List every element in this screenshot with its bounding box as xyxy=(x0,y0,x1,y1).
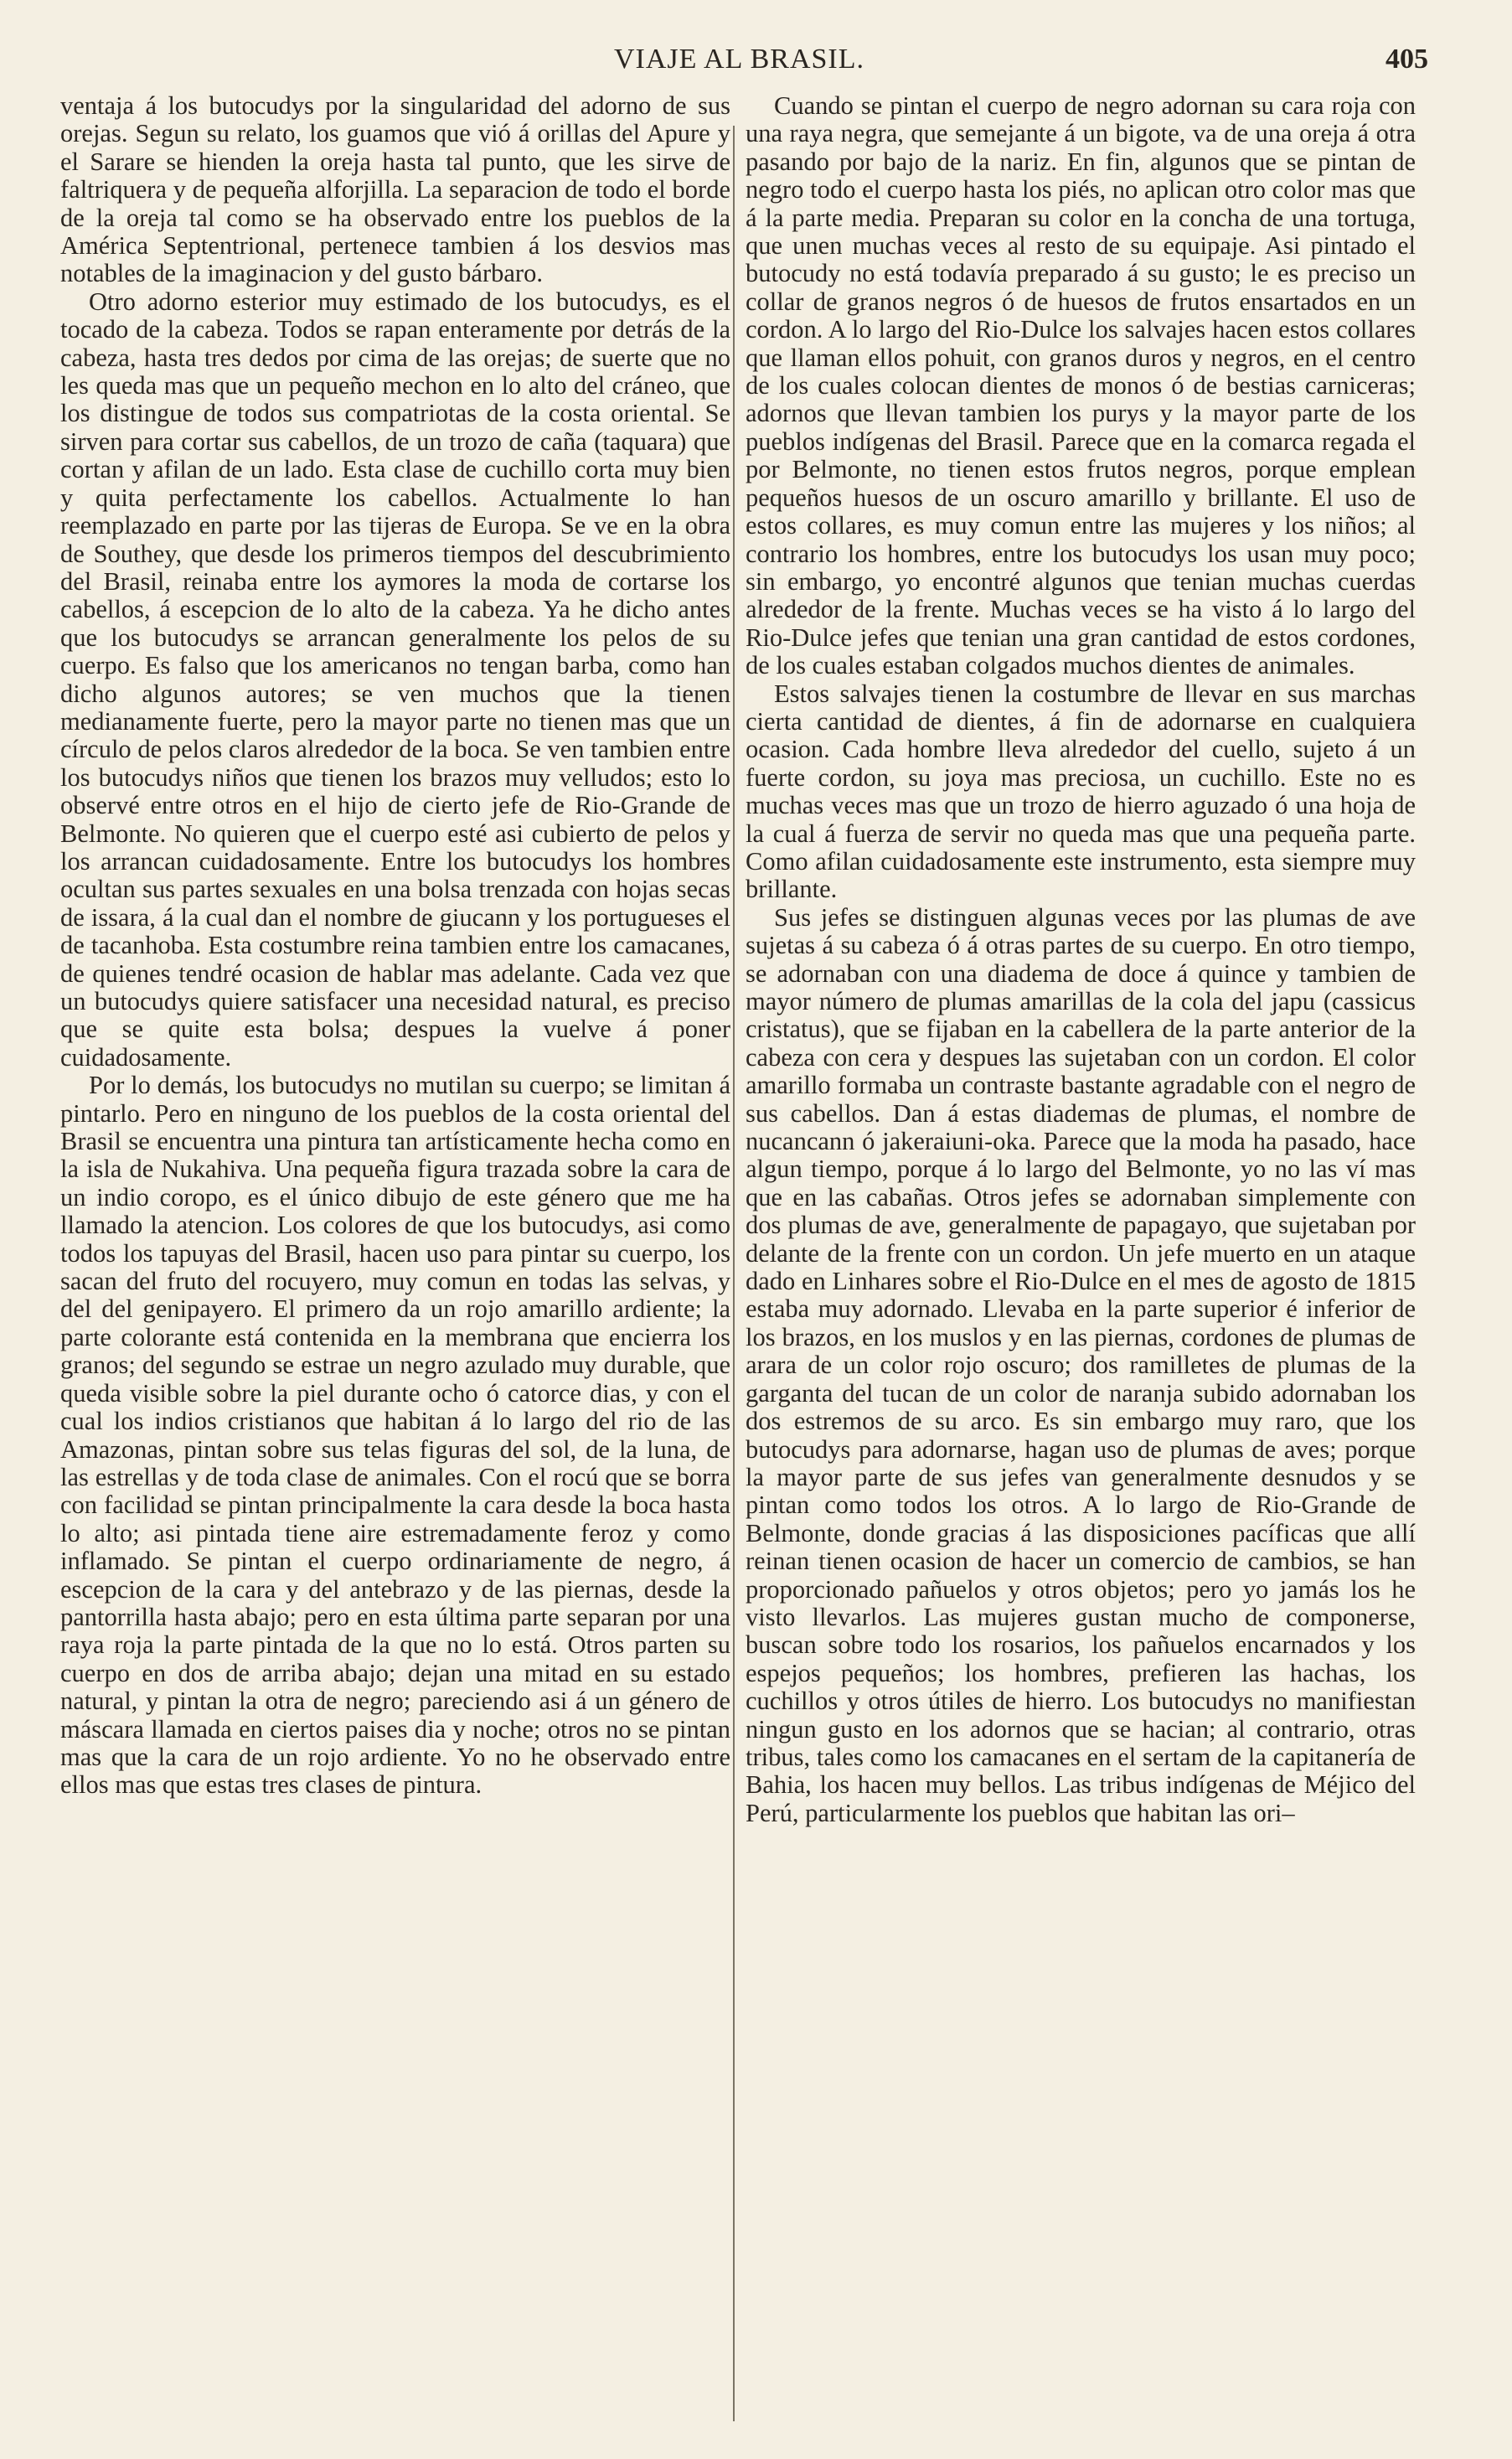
right-column xyxy=(746,92,1416,1827)
page-header xyxy=(50,44,1428,85)
right-paragraph-1: Cuando se pintan el cuerpo de negro adornan su cara roja con una raya negra, que semejante á un bigote, va de una oreja á otra pasando por bajo de la nariz. En fin, algunos que se pintan de negro todo el cuerpo hasta los piés, no aplican otro color mas que á la parte media. Preparan su color en la concha de una tortuga, que unen muchas veces al resto de su equipaje. Asi pintado el butocudy no está todavía preparado á su gusto; le es preciso un collar de granos negros ó de huesos de frutos ensartados en un cordon. A lo largo del Rio-Dulce los salvajes hacen estos collares que llaman ellos pohuit, con granos duros y negros, en el centro de los cuales colocan dientes de monos ó de bestias carniceras; adornos que llevan tambien los purys y la mayor parte de los pueblos indígenas del Brasil. Parece que en la comarca regada el por Belmonte, no tienen estos frutos negros, porque emplean pequeños huesos de un oscuro amarillo y brillante. El uso de estos collares, es muy comun entre las mujeres y los niños; al contrario los hombres, entre los butocudys los usan muy poco; sin embargo, yo encontré algunos que tenian muchas cuerdas alrededor de la frente. Muchas veces se ha visto á lo largo del Rio-Dulce jefes que tenian una gran cantidad de estos cordones, de los cuales estaban colgados muchos dientes de animales. xyxy=(746,91,1416,680)
right-paragraph-3: Sus jefes se distinguen algunas veces por las plumas de ave sujetas á su cabeza ó á otras partes de su cuerpo. En otro tiempo, se adornaban con una diadema de doce á quince y tambien de mayor número de plumas amarillas de la cola del japu (cassicus cristatus), que se fijaban en la cabellera de la parte anterior de la cabeza con cera y despues las sujetaban con un cordon. El color amarillo formaba un contraste bastante agradable con el negro de sus cabellos. Dan á estas diademas de plumas, el nombre de nucancann ó jakeraiuni-oka. Parece que la moda ha pasado, hace algun tiempo, porque á lo largo del Belmonte, yo no las ví mas que en las cabañas. Otros jefes se adornaban simplemente con dos plumas de ave, generalmente de papagayo, que sujetaban por delante de la frente con un cordon. Un jefe muerto en un ataque dado en Linhares sobre el Rio-Dulce en el mes de agosto de 1815 estaba muy adornado. Llevaba en la parte superior é inferior de los brazos, en los muslos y en las piernas, cordones de plumas de arara de un color rojo oscuro; dos ramilletes de plumas de la garganta del tucan de un color de naranja subido adornaban los dos estremos de su arco. Es sin embargo muy raro, que los butocudys para adornarse, hagan uso de plumas de aves; porque la mayor parte de sus jefes van generalmente desnudos y se pintan como todos los otros. A lo largo de Rio-Grande de Belmonte, donde gracias á las disposiciones pacíficas que allí reinan tienen ocasion de hacer un comercio de cambios, se han proporcionado pañuelos y otros objetos; pero yo jamás los he visto llevarlos. Las mujeres gustan mucho de componerse, buscan sobre todo los rosarios, los pañuelos encarnados y los espejos pequeños; los hombres, prefieren las hachas, los cuchillos y otros útiles de hierro. Los butocudys no manifiestan ningun gusto en los adornos que se hacian; al contrario, otras tribus, tales como los camacanes en el sertam de la capitanería de Bahia, los hacen muy bellos. Las tribus indígenas de Méjico del Perú, particularmente los pueblos que habitan las ori– xyxy=(746,902,1416,1827)
column-divider xyxy=(733,126,735,2421)
left-paragraph-2: Otro adorno esterior muy estimado de los butocudys, es el tocado de la cabeza. Todos se rapan enteramente por detrás de la cabeza, hasta tres dedos por cima de las orejas; de suerte que no les queda mas que un pequeño mechon en lo alto del cráneo, que los distingue de todos sus compatriotas de la costa oriental. Se sirven para cortar sus cabellos, de un trozo de caña (taquara) que cortan y afilan de un lado. Esta clase de cuchillo corta muy bien y quita perfectamente los cabellos. Actualmente lo han reemplazado en parte por las tijeras de Europa. Se ve en la obra de Southey, que desde los primeros tiempos del descubrimiento del Brasil, reinaba entre los aymores la moda de cortarse los cabellos, á escepcion de lo alto de la cabeza. Ya he dicho antes que los butocudys se arrancan generalmente los pelos de su cuerpo. Es falso que los americanos no tengan barba, como han dicho algunos autores; se ven muchos que la tienen medianamente fuerte, pero la mayor parte no tienen mas que un círculo de pelos claros alrededor de la boca. Se ven tambien entre los butocudys niños que tienen los brazos muy velludos; esto lo observé entre otros en el hijo de cierto jefe de Rio-Grande de Belmonte. No quieren que el cuerpo esté asi cubierto de pelos y los arrancan cuidadosamente. Entre los butocudys los hombres ocultan sus partes sexuales en una bolsa trenzada con hojas secas de issara, á la cual dan el nombre de giucann y los portugueses el de tacanhoba. Esta costumbre reina tambien entre los camacanes, de quienes tendré ocasion de hablar mas adelante. Cada vez que un butocudys quiere satisfacer una necesidad natural, es preciso que se quite esta bolsa; despues la vuelve á poner cuidadosamente. xyxy=(60,287,730,1072)
left-paragraph-1: ventaja á los butocudys por la singularidad del adorno de sus orejas. Segun su relato, los guamos que vió á orillas del Apure y el Sarare se hienden la oreja hasta tal punto, que les sirve de faltriquera y de pequeña alforjilla. La separacion de todo el borde de la oreja tal como se ha observado entre los pueblos de la América Septentrional, pertenece tambien á los desvios mas notables de la imaginacion y del gusto bárbaro. xyxy=(60,91,730,288)
left-column xyxy=(60,92,730,1800)
page-number: 405 xyxy=(1386,44,1428,75)
right-paragraph-2: Estos salvajes tienen la costumbre de llevar en sus marchas cierta cantidad de dientes, á fin de adornarse en cualquiera ocasion. Cada hombre lleva alrededor del cuello, sujeto á un fuerte cordon, su joya mas preciosa, un cuchillo. Este no es muchas veces mas que un trozo de hierro aguzado ó una hoja de la cual á fuerza de servir no queda mas que una pequeña parte. Como afilan cuidadosamente este instrumento, esta siempre muy brillante. xyxy=(746,679,1416,904)
running-title: VIAJE AL BRASIL. xyxy=(613,44,865,75)
left-paragraph-3: Por lo demás, los butocudys no mutilan su cuerpo; se limitan á pintarlo. Pero en ninguno de los pueblos de la costa oriental del Brasil se encuentra una pintura tan artísticamente hecha como en la isla de Nukahiva. Una pequeña figura trazada sobre la cara de un indio coropo, es el único dibujo de este género que me ha llamado la atencion. Los colores de que los butocudys, asi como todos los tapuyas del Brasil, hacen uso para pintar su cuerpo, los sacan del fruto del rocuyero, muy comun en todas las selvas, y del del genipayero. El primero da un rojo amarillo ardiente; la parte colorante está contenida en la membrana que encierra los granos; del segundo se estrae un negro azulado muy durable, que queda visible sobre la piel durante ocho ó catorce dias, y con el cual los indios cristianos que habitan á lo largo del rio de las Amazonas, pintan sobre sus telas figuras del sol, de la luna, de las estrellas y de toda clase de animales. Con el rocú que se borra con facilidad se pintan principalmente la cara desde la boca hasta lo alto; asi pintada tiene aire estremadamente feroz y como inflamado. Se pintan el cuerpo ordinariamente de negro, á escepcion de la cara y del antebrazo y de las piernas, desde la pantorrilla hasta abajo; pero en esta última parte separan por una raya roja la parte pintada de la que no lo está. Otros parten su cuerpo en dos de arriba abajo; dejan una mitad en su estado natural, y pintan la otra de negro; pareciendo asi á un género de máscara llamada en ciertos paises dia y noche; otros no se pintan mas que la cara de un rojo ardiente. Yo no he observado entre ellos mas que estas tres clases de pintura. xyxy=(60,1071,730,1800)
